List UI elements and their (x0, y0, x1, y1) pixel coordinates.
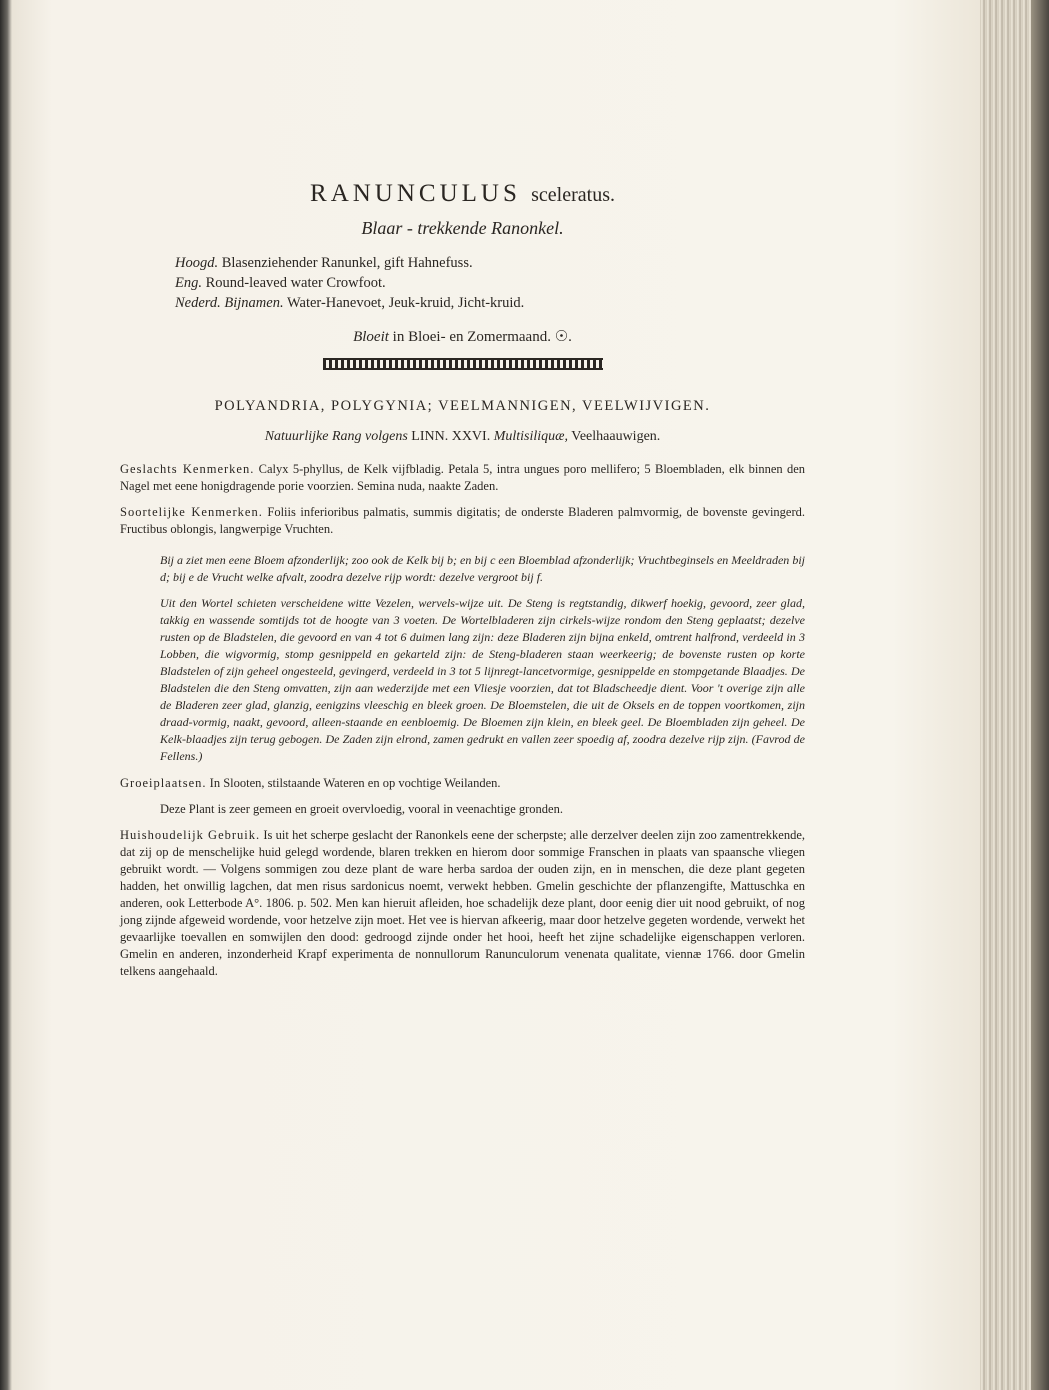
section-text: Is uit het scherpe geslacht der Ranonkels eene der scherpste; alle derzelver deelen zijn zoo zamentrekkende, dat zij op de menschelijke huid gelegd wordende, blaren trekken en hierom door sommige Franschen in plaats van spaansche vliegen gebruikt wordt. — Volgens sommigen zou deze plant de ware herba sardoa der ouden zijn, en in menschen, die deze plant gegeten hadden, het onwillig lagchen, dat men risus sardonicus noemt, verwekt hebben. Gmelin geschichte der pflanzengifte, Mattuschka en anderen, ook Letterbode A°. 1806. p. 502. Men kan hieruit afleiden, hoe schadelijk deze plant, door eenig dier uit nood gebruikt, of nog jong zijnde afgeweid wordende, voor hetzelve zijn moet. Het vee is hiervan afkeerig, maar door hetzelve gegeten wordende, verwekt het gevaarlijke toevallen en somwijlen den dood: gedroogd zijnde onder het hooi, heeft het zijne schadelijke eigenschappen verloren. Gmelin en anderen, inzonderheid Krapf experimenta de nonnullorum Ranunculorum venenata qualitate, viennæ 1766. door Gmelin telkens aangehaald. (120, 828, 806, 978)
plant-description (160, 552, 805, 765)
page-edges (980, 0, 1049, 1390)
rang-linn: LINN. XXVI. (411, 429, 491, 444)
linnaean-class: POLYANDRIA, POLYGYNIA; VEELMANNIGEN, VEELWIJVIGEN. (214, 398, 711, 414)
section-text: Foliis inferioribus palmatis, summis digitatis; de onderste Bladeren palmvormig, de bovenste gevingerd. Fructibus oblongis, langwerpige Vruchten. (120, 505, 806, 536)
name-line-dutch (175, 293, 805, 313)
vernacular-names (175, 253, 805, 313)
figure-legend-text: Bij a ziet men eene Bloem afzonderlijk; zoo ook de Kelk bij b; en bij c een Bloemblad afzonderlijk; Vruchtbeginsels en Meeldraden bij d; bij e de Vrucht welke afvalt, zoodra dezelve rijp wordt: dezelve vergroot bij f. (160, 553, 805, 584)
section-text: In Slooten, stilstaande Wateren en op vochtige Weilanden. (209, 776, 501, 790)
name-line-german (175, 253, 805, 273)
dutch-name: Blaar - trekkende Ranonkel. (361, 218, 564, 238)
rang-lead: Natuurlijke Rang volgens (264, 429, 408, 444)
morphology-text (160, 595, 805, 765)
name-text: Blasenziehender Ranunkel, gift Hahnefuss. (221, 255, 473, 271)
genus-name: RANUNCULUS (310, 180, 521, 207)
section-label: Soortelijke Kenmerken. (120, 505, 263, 519)
habitat (120, 775, 805, 792)
rang-dutch: Veelhaauwigen. (571, 429, 661, 444)
page-title (120, 180, 805, 208)
natural-rank (120, 429, 805, 445)
morphology-text-body: Uit den Wortel schieten verscheidene witte Vezelen, wervels-wijze uit. De Steng is regtstandig, dikwerf hoekig, gevoord, zeer glad, takkig en wassende somtijds tot de hoogte van 3 voeten. De Wortelbladeren zijn cirkels-wijze rondom den Steng geplaatst; dezelve rusten op de Bladstelen, die gevoord en van 4 tot 6 duimen lang zijn: deze Bladeren zijn bijna enkeld, omtrent halfrond, verdeeld in 3 Lobben, die wigvormig, stomp gesnippeld en gekarteld zijn: de Steng-bladeren staan weerkeerig; de bovenste rusten op korte Bladstelen of zijn geheel ongesteeld, gevingerd, verdeeld in 3 tot 5 lijnregt-lancetvormige, gesnippelde en stompgetande Blaadjes. De Bladstelen die den Steng omvatten, zijn aan wederzijde met een Vliesje voorzien, dat tot Bladscheedje dient. Voor 't overige zijn alle de Bladeren zeer glad, glanzig, eenigzins vleeschig en bleek groen. De Bloemstelen, die uit de Oksels en de toppen voortkomen, zijn draad-vormig, naakt, gevoord, alleen-staande en eenbloemig. De Bloemen zijn klein, en bleek geel. De Bloembladen zijn geheel. De Kelk-blaadjes zijn terug gebogen. De Zaden zijn elrond, zamen gedrukt en vallen zeer spoedig af, zoodra dezelve rijp zijn. (Favrod de Fellens.) (160, 596, 805, 763)
name-text: Water-Hanevoet, Jeuk-kruid, Jicht-kruid. (286, 295, 525, 311)
rang-latin: Multisiliquæ, (493, 429, 569, 444)
lang-label: Nederd. Bijnamen. (175, 295, 284, 311)
section-text: Calyx 5-phyllus, de Kelk vijfbladig. Petala 5, intra ungues poro mellifero; 5 Bloembladen, elk binnen den Nagel met eene honigdragende porie voorzien. Semina nuda, naakte Zaden. (120, 462, 806, 493)
lang-label: Eng. (175, 275, 202, 291)
bloei-text: in Bloei- en Zomermaand. ☉. (392, 329, 572, 345)
bloei-label: Bloeit (353, 329, 389, 345)
section-label: Groeiplaatsen. (120, 776, 207, 790)
flowering-time (120, 327, 805, 346)
genus-characters (120, 461, 805, 495)
name-line-english (175, 273, 805, 293)
species-characters (120, 504, 805, 538)
ornamental-divider (323, 358, 603, 370)
plant-note: Deze Plant is zeer gemeen en groeit overvloedig, vooral in veenachtige gronden. (160, 802, 563, 816)
lang-label: Hoogd. (175, 255, 219, 271)
section-label: Geslachts Kenmerken. (120, 462, 255, 476)
species-name: sceleratus. (531, 184, 615, 206)
household-use (120, 827, 805, 980)
figure-legend (160, 552, 805, 586)
section-label: Huishoudelijk Gebruik. (120, 828, 261, 842)
page-content (120, 180, 805, 989)
binding-shadow (0, 0, 12, 1390)
name-text: Round-leaved water Crowfoot. (205, 275, 386, 291)
